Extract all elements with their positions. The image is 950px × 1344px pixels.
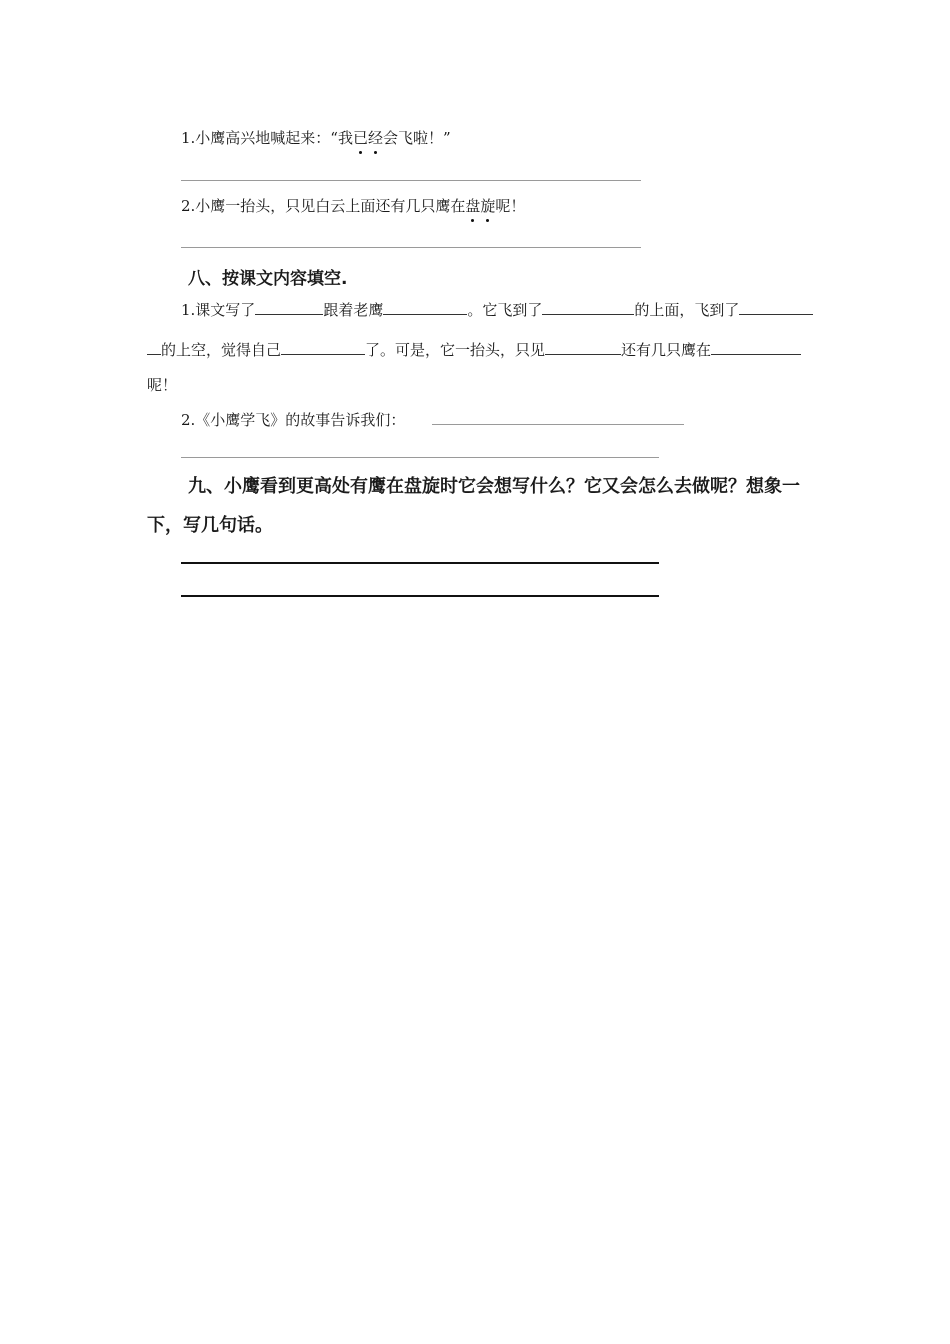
fill-blank[interactable] (739, 300, 813, 315)
fill-text: 的上面，飞到了 (634, 301, 740, 319)
fill-text: 1.课文写了 (181, 301, 256, 319)
fill-blank-8-1-line1 (181, 299, 813, 320)
fill-blank[interactable] (711, 340, 801, 355)
section-9-heading-line2: 下，写几句话。 (147, 515, 273, 536)
question-7-2-prefix: 2.小鹰一抬头，只见白云上面还有几只鹰在 (181, 197, 466, 215)
fill-text: 了。可是，它一抬头，只见 (365, 341, 546, 359)
fill-blank[interactable] (255, 300, 323, 315)
fill-text: 跟着老鹰 (323, 301, 384, 319)
fill-blank-8-1-line3: 呢！ (147, 376, 178, 394)
answer-line[interactable] (181, 457, 659, 458)
fill-text: 的上空，觉得自己 (161, 341, 282, 359)
emphasis-char: 盘 (465, 197, 481, 215)
fill-blank[interactable] (545, 340, 621, 355)
fill-text: 还有几只鹰在 (621, 341, 712, 359)
question-7-1-prefix: 1.小鹰高兴地喊起来：“我 (181, 129, 353, 147)
fill-blank[interactable] (147, 340, 161, 355)
question-7-1-suffix: 会飞啦！” (383, 129, 451, 147)
fill-blank[interactable] (542, 300, 634, 315)
question-8-2 (181, 409, 405, 430)
writing-line[interactable] (181, 595, 659, 597)
question-7-1 (181, 127, 451, 148)
answer-line[interactable] (181, 180, 641, 181)
fill-blank-8-1-line2 (147, 339, 801, 360)
emphasis-char: 已 (352, 129, 368, 147)
fill-blank[interactable] (383, 300, 467, 315)
answer-line[interactable] (181, 247, 641, 248)
emphasis-char: 旋 (480, 197, 496, 215)
emphasis-char: 经 (368, 129, 384, 147)
writing-line[interactable] (181, 562, 659, 564)
section-9-heading-line1: 九、小鹰看到更高处有鹰在盘旋时它会想写什么？它又会怎么去做呢？想象一 (188, 476, 800, 497)
question-8-2-text: 2.《小鹰学飞》的故事告诉我们： (181, 411, 406, 429)
section-8-heading: 八、按课文内容填空. (188, 269, 348, 289)
fill-blank[interactable] (281, 340, 365, 355)
fill-text: 。它飞到了 (467, 301, 543, 319)
question-7-2-suffix: 呢！ (495, 197, 526, 215)
answer-line[interactable] (432, 424, 684, 425)
question-7-2 (181, 195, 525, 216)
